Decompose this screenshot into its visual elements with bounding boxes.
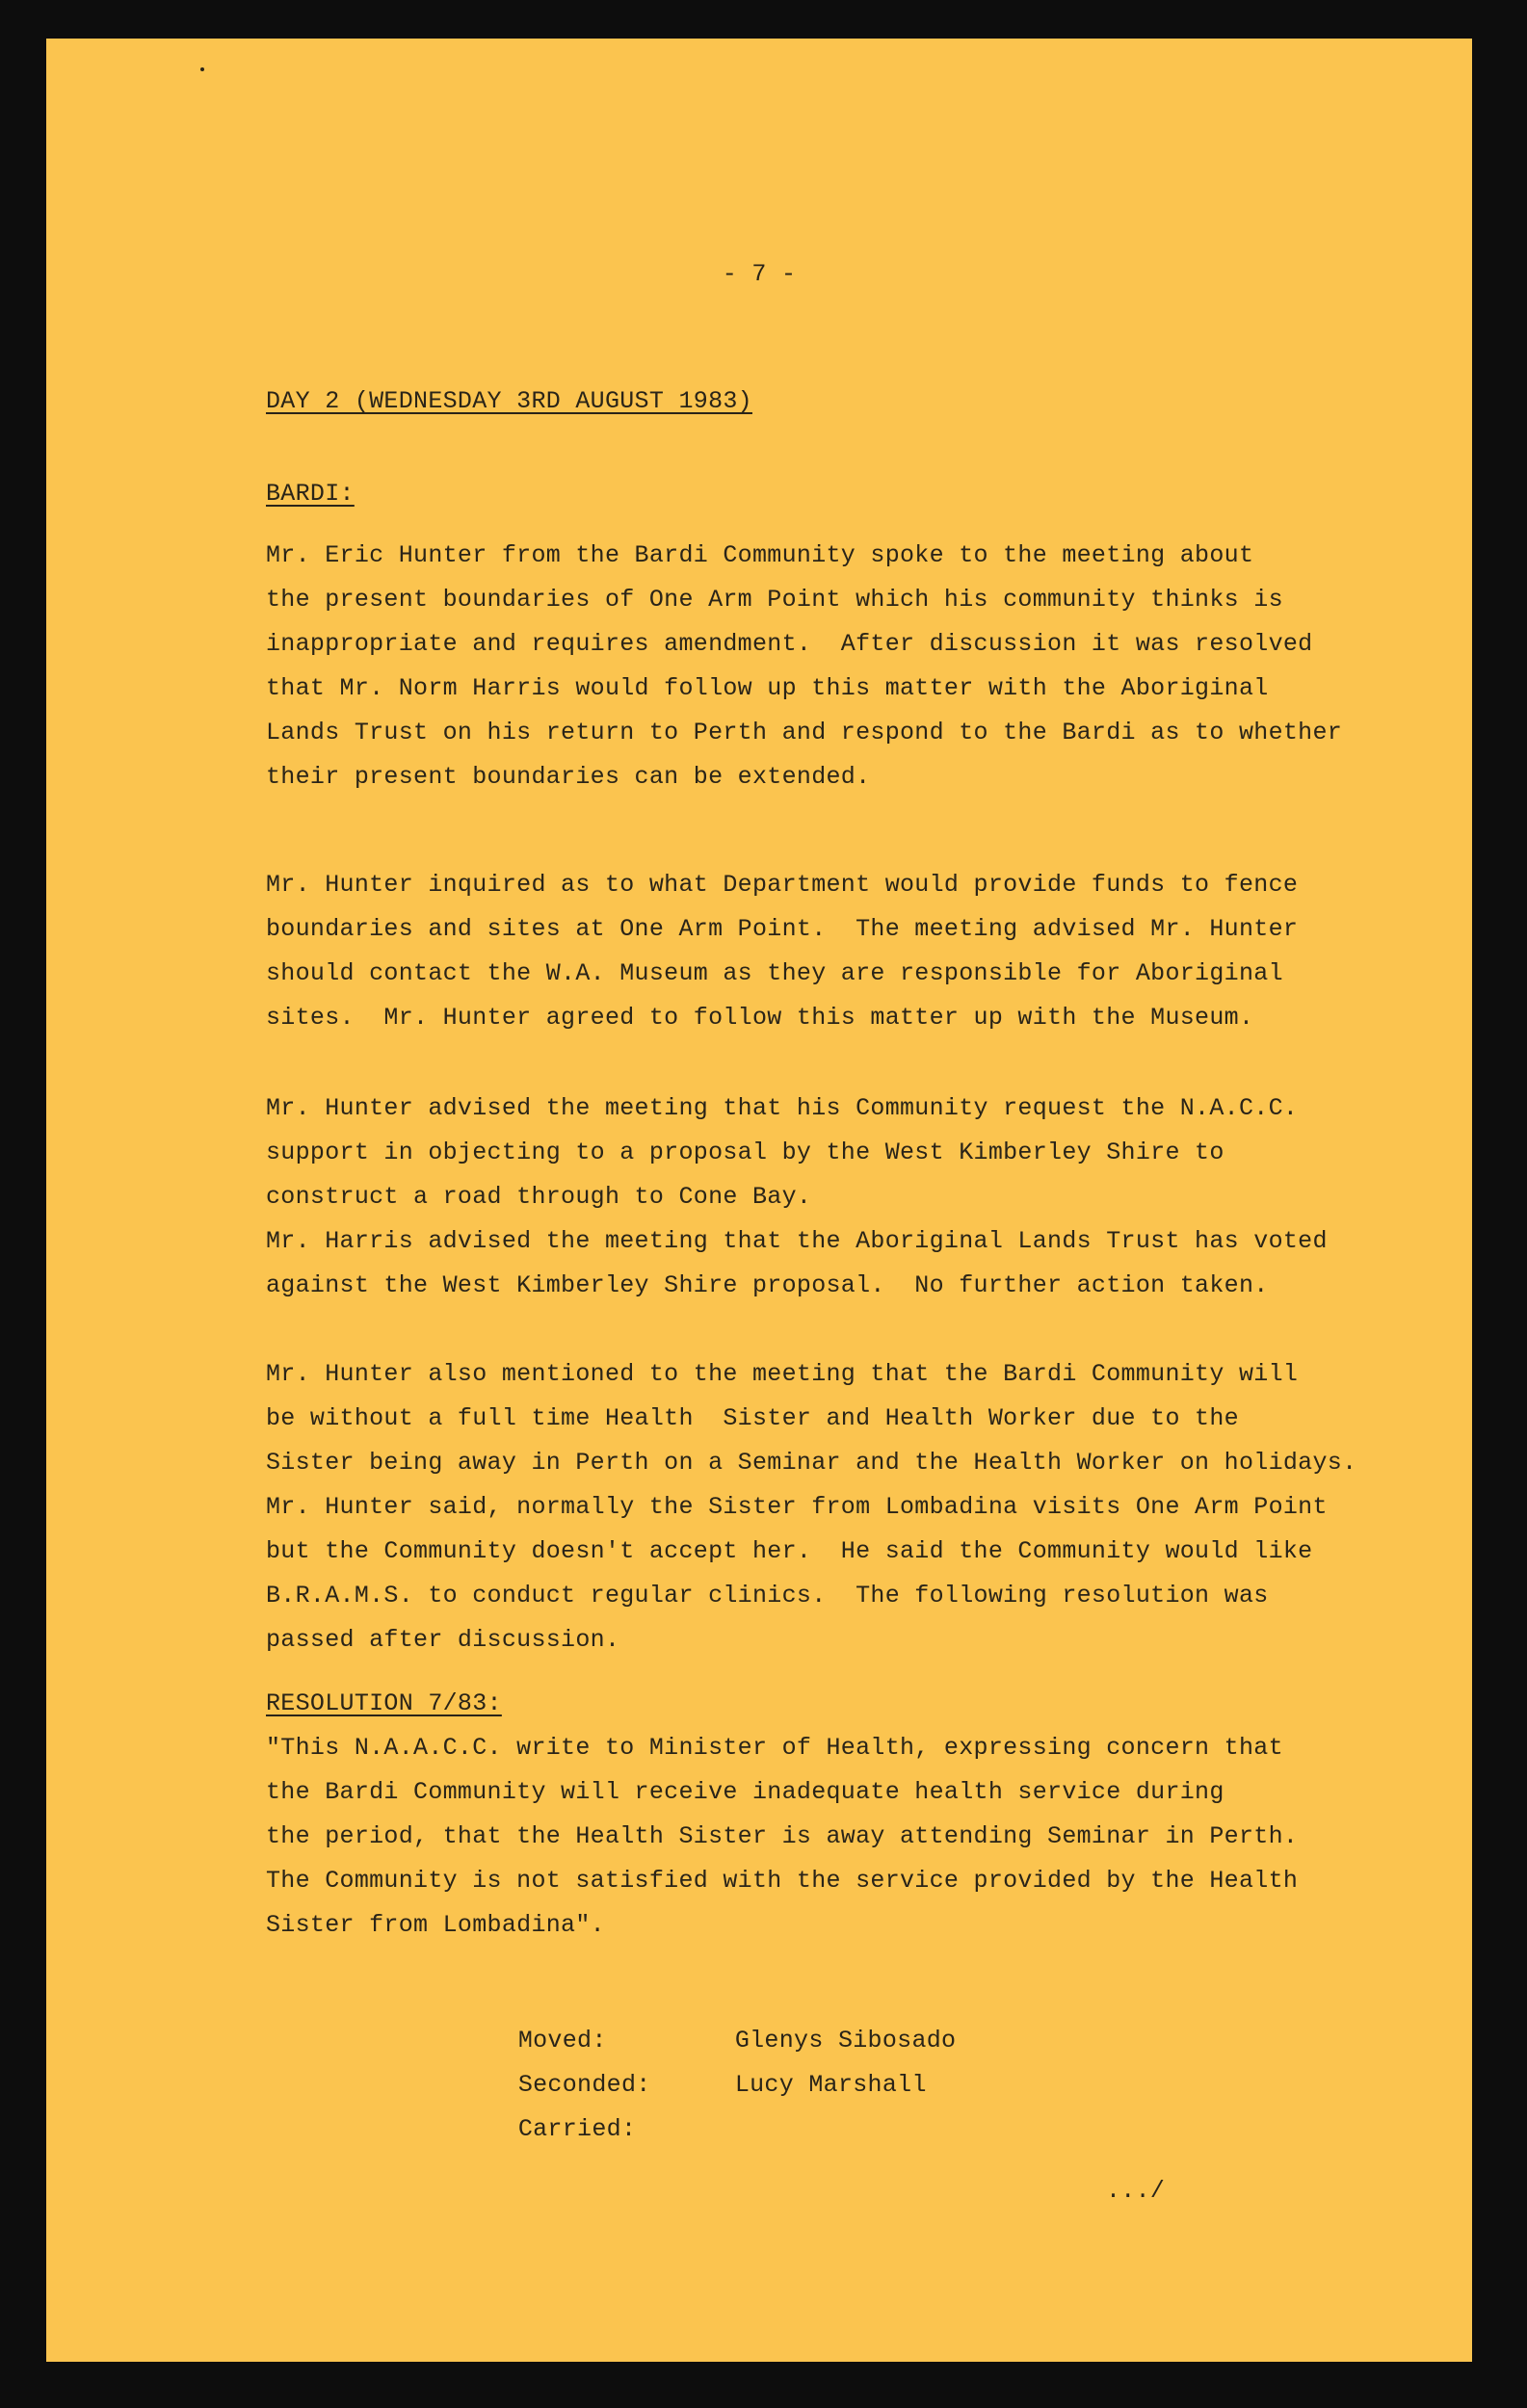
carried-label: Carried: (517, 2115, 637, 2143)
text-line: but the Community doesn't accept her. He said the Community would like (266, 1537, 1313, 1565)
text-line: inappropriate and requires amendment. After discussion it was resolved (266, 630, 1313, 658)
text-line: the period, that the Health Sister is away attending Seminar in Perth. (266, 1822, 1299, 1850)
bardi-heading: BARDI: (266, 480, 355, 508)
text-line: passed after discussion. (266, 1626, 620, 1654)
resolution-heading: RESOLUTION 7/83: (266, 1689, 502, 1717)
seconded-value: Lucy Marshall (734, 2071, 927, 2099)
text-line: their present boundaries can be extended. (266, 763, 871, 791)
text-line: construct a road through to Cone Bay. (266, 1183, 812, 1211)
resolution-text (266, 1726, 1422, 1948)
resolution-votes (430, 1975, 957, 2143)
text-line: Sister being away in Perth on a Seminar and the Health Worker on holidays. (266, 1449, 1357, 1477)
paragraph-boundaries (266, 534, 1422, 799)
text-line: The Community is not satisfied with the service provided by the Health (266, 1867, 1299, 1895)
paragraph-health (266, 1352, 1422, 1662)
page-number: - 7 - (722, 260, 797, 288)
text-line: Lands Trust on his return to Perth and respond to the Bardi as to whether (266, 719, 1343, 746)
seconded-label: Seconded: (517, 2071, 651, 2099)
day-heading: DAY 2 (WEDNESDAY 3RD AUGUST 1983) (266, 387, 752, 415)
text-line: be without a full time Health Sister and Health Worker due to the (266, 1404, 1239, 1432)
document-page (46, 39, 1472, 2362)
text-line: Mr. Hunter said, normally the Sister from Lombadina visits One Arm Point (266, 1493, 1328, 1521)
text-line: Mr. Hunter inquired as to what Department would provide funds to fence (266, 871, 1299, 899)
text-line: sites. Mr. Hunter agreed to follow this matter up with the Museum. (266, 1004, 1254, 1032)
text-line: the present boundaries of One Arm Point which his community thinks is (266, 586, 1283, 614)
text-line: against the West Kimberley Shire proposal. No further action taken. (266, 1271, 1269, 1299)
text-line: that Mr. Norm Harris would follow up this matter with the Aboriginal (266, 674, 1269, 702)
text-line: should contact the W.A. Museum as they are responsible for Aboriginal (266, 959, 1283, 987)
paragraph-road (266, 1086, 1422, 1308)
text-line: Mr. Hunter advised the meeting that his Community request the N.A.C.C. (266, 1094, 1299, 1122)
text-line: support in objecting to a proposal by the West Kimberley Shire to (266, 1139, 1224, 1166)
text-line: boundaries and sites at One Arm Point. The meeting advised Mr. Hunter (266, 915, 1299, 943)
paragraph-fencing (266, 863, 1422, 1040)
text-line: Mr. Eric Hunter from the Bardi Community spoke to the meeting about (266, 541, 1254, 569)
continuation-mark: .../ (1106, 2177, 1166, 2205)
text-line: Sister from Lombadina". (266, 1911, 605, 1939)
speck-mark (200, 67, 204, 71)
text-line: Mr. Hunter also mentioned to the meeting that the Bardi Community will (266, 1360, 1299, 1388)
text-line: B.R.A.M.S. to conduct regular clinics. The following resolution was (266, 1582, 1269, 1610)
moved-value: Glenys Sibosado (734, 2027, 957, 2055)
text-line: the Bardi Community will receive inadequate health service during (266, 1778, 1224, 1806)
text-line: "This N.A.A.C.C. write to Minister of Health, expressing concern that (266, 1734, 1283, 1762)
moved-label: Moved: (517, 2027, 607, 2055)
text-line: Mr. Harris advised the meeting that the Aboriginal Lands Trust has voted (266, 1227, 1328, 1255)
moved-row (430, 1975, 957, 2055)
